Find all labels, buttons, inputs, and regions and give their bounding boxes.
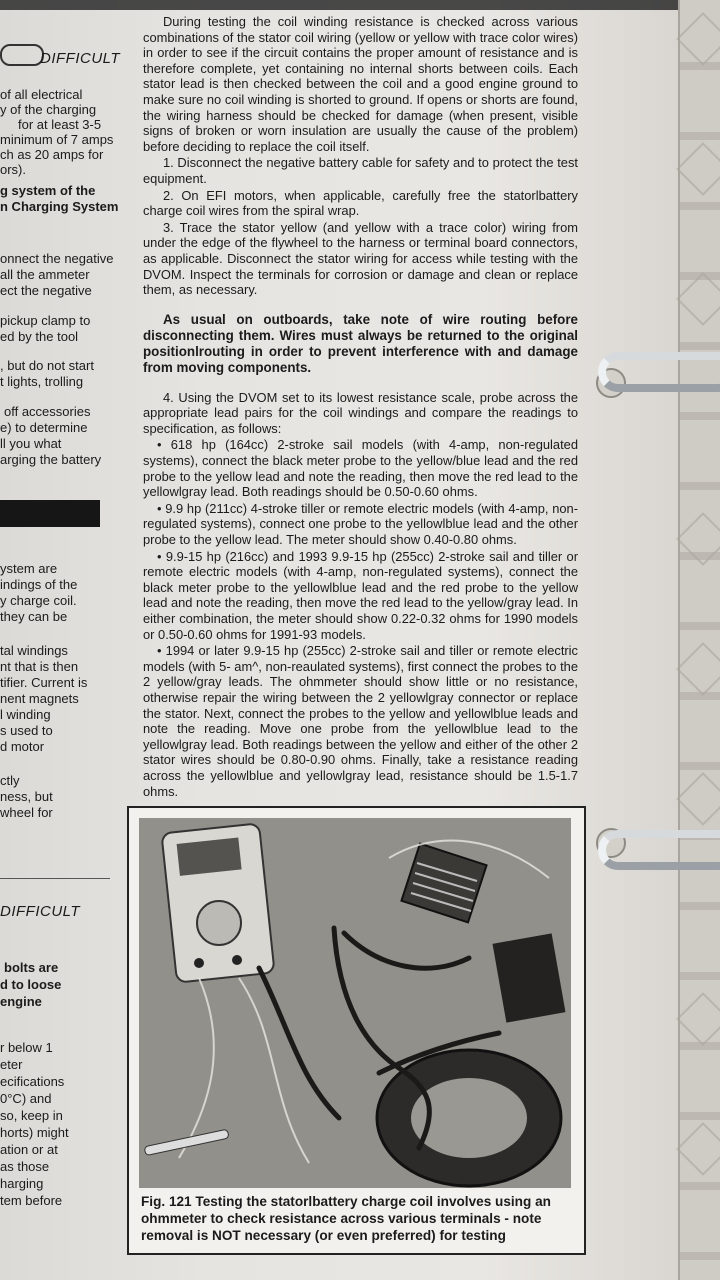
left-line: tifier. Current is xyxy=(0,675,88,690)
step-1: 1. Disconnect the negative battery cable for safety and to protect the test equipment. xyxy=(143,155,578,186)
left-line: ect the negative xyxy=(0,283,92,298)
left-line: arging the battery xyxy=(0,452,102,467)
left-line: as those xyxy=(0,1159,50,1174)
left-line: for at least 3-5 xyxy=(18,117,102,132)
left-line: , but do not start xyxy=(0,358,94,373)
difficulty-label-bottom: DIFFICULT xyxy=(0,903,81,920)
stator-photo-illustration xyxy=(139,818,571,1188)
left-line: nt that is then xyxy=(0,659,79,674)
section-divider xyxy=(0,878,110,879)
multimeter-icon xyxy=(161,823,274,982)
left-line: they can be xyxy=(0,609,68,624)
left-line: onnect the negative xyxy=(0,251,114,266)
left-line: y of the charging xyxy=(0,102,97,117)
left-line: all the ammeter xyxy=(0,267,90,282)
figure-121 xyxy=(127,806,586,1255)
left-line: ed by the tool xyxy=(0,329,79,344)
left-line: ation or at xyxy=(0,1142,58,1157)
binder-ring xyxy=(598,830,720,870)
left-line: ch as 20 amps for xyxy=(0,147,104,162)
left-line: t lights, trolling xyxy=(0,374,84,389)
left-bold-line: d to loose xyxy=(0,977,62,992)
spec-bullet: • 618 hp (164cc) 2-stroke sail models (with 4-amp, non-regulated systems), connect the black meter probe to the yellow/blue lead and the red probe to the yellow lead and note the reading, then move the red lead to the yellowlgray lead. Both readings should be 0.50-0.60 ohms. xyxy=(143,437,578,500)
wrench-icon xyxy=(0,44,44,66)
left-line: ness, but xyxy=(0,789,53,804)
left-line: indings of the xyxy=(0,577,78,592)
figure-photo xyxy=(139,818,571,1188)
left-heading: n Charging System xyxy=(0,199,119,214)
left-line: d motor xyxy=(0,739,45,754)
left-line: so, keep in xyxy=(0,1108,63,1123)
left-line: tal windings xyxy=(0,643,68,658)
left-heading: g system of the xyxy=(0,183,96,198)
spec-bullet: • 9.9-15 hp (216cc) and 1993 9.9-15 hp (255cc) 2-stroke sail and tiller or remote electric models (with 4-amp, non-regulated systems), connect the black meter probe to the yellowlblue lead and the red probe to the yellow lead and note the reading, then move the red lead to the yellow/gray lead. In either combination, the meter should show 0.22-0.32 ohms for 1990 models or 0.50-0.60 ohms for 1991-93 models. xyxy=(143,548,578,642)
left-line: e) to determine xyxy=(0,420,88,435)
left-line: 0°C) and xyxy=(0,1091,52,1106)
left-bold-line: bolts are xyxy=(4,960,59,975)
left-line: y charge coil. xyxy=(0,593,77,608)
figure-caption: Fig. 121 Testing the statorlbattery charge coil involves using an ohmmeter to check resistance across various terminals - note removal is NOT necessary (or even preferred) for testing xyxy=(141,1194,551,1243)
left-line: r below 1 xyxy=(0,1040,53,1055)
left-line: of all electrical xyxy=(0,87,83,102)
left-line: harging xyxy=(0,1176,44,1191)
left-line: pickup clamp to xyxy=(0,313,91,328)
left-line: ystem are xyxy=(0,561,58,576)
left-line: eter xyxy=(0,1057,23,1072)
left-line: s used to xyxy=(0,723,53,738)
intro-paragraph: During testing the coil winding resistance is checked across various combinations of the stator coil wiring (yellow or yellow with trace color wires) in order to see if the circuit contains the proper amount of resistance and is therefore complete, yet containing no internal shorts between coils. Each stator lead is then checked between the coil and a good engine ground to make sure no coil winding is shorted to ground. If opens or shorts are found, the wiring harness should be checked for damage (when present, visible signs of broken or worn insulation are usually the cause of the problem) before deciding to replace the coil itself. xyxy=(143,14,578,154)
step-3: 3. Trace the stator yellow (and yellow with a trace color) wiring from under the edge of the flywheel to the harness or terminal board connectors, as applicable. Disconnect the stator wiring for access while testing with the DVOM. Inspect the terminals for corrosion or damage and clean or replace them, as necessary. xyxy=(143,219,578,298)
left-line: horts) might xyxy=(0,1125,69,1140)
left-line: off accessories xyxy=(4,404,91,419)
difficulty-label-top: DIFFICULT xyxy=(40,50,121,67)
spec-bullet: • 1994 or later 9.9-15 hp (255cc) 2-stroke sail and tiller or remote electric models (with 5- am^, non-reaulated systems), first connect the probes to the 2 yellow/gray leads. The ohmmeter should show little or no resistance, otherwise repair the wiring between the 2 yellowlgray connector or replace the stator. Next, connect the probes to the yellow and yellowlblue leads and note the reading. Move one probe from the yellowlblue lead to the yellowlgray lead. Both readings between the yellow and either of the other 2 stator wires should be 0.80-0.90 ohms. Finally, take a resistance reading across the yellowlblue and yellowlgray lead, resistance should be 1.5-1.7 ohms. xyxy=(143,643,578,799)
step-2: 2. On EFI motors, when applicable, carefully free the statorlbattery charge coil wires from the spiral wrap. xyxy=(143,187,578,219)
left-column xyxy=(0,0,140,1280)
step-4: 4. Using the DVOM set to its lowest resistance scale, probe across the appropriate lead pairs for the coil windings and compare the readings to specification, as follows: xyxy=(143,389,578,436)
left-line: l winding xyxy=(0,707,51,722)
binder-ring xyxy=(598,352,720,392)
left-line: minimum of 7 amps xyxy=(0,132,114,147)
left-line: ll you what xyxy=(0,436,62,451)
warning-paragraph: As usual on outboards, take note of wire routing before disconnecting them. Wires must always be returned to the original positionlrouting in order to prevent interference with and damage from moving components. xyxy=(143,311,578,375)
left-bold-line: engine xyxy=(0,994,42,1009)
left-line: ctly xyxy=(0,773,20,788)
left-line: ecifications xyxy=(0,1074,65,1089)
binder-tab-edge xyxy=(678,0,720,1280)
section-header-bar xyxy=(0,500,100,527)
left-line: wheel for xyxy=(0,805,53,820)
left-line: ors). xyxy=(0,162,26,177)
main-text-column xyxy=(143,14,578,800)
spec-bullet: • 9.9 hp (211cc) 4-stroke tiller or remote electric models (with 4-amp, non-regulated systems), connect one probe to the yellowlblue lead and the other probe to the yellow lead. The meter should show 0.40-0.80 ohms. xyxy=(143,500,578,548)
left-line: nent magnets xyxy=(0,691,79,706)
left-line: tem before xyxy=(0,1193,63,1208)
